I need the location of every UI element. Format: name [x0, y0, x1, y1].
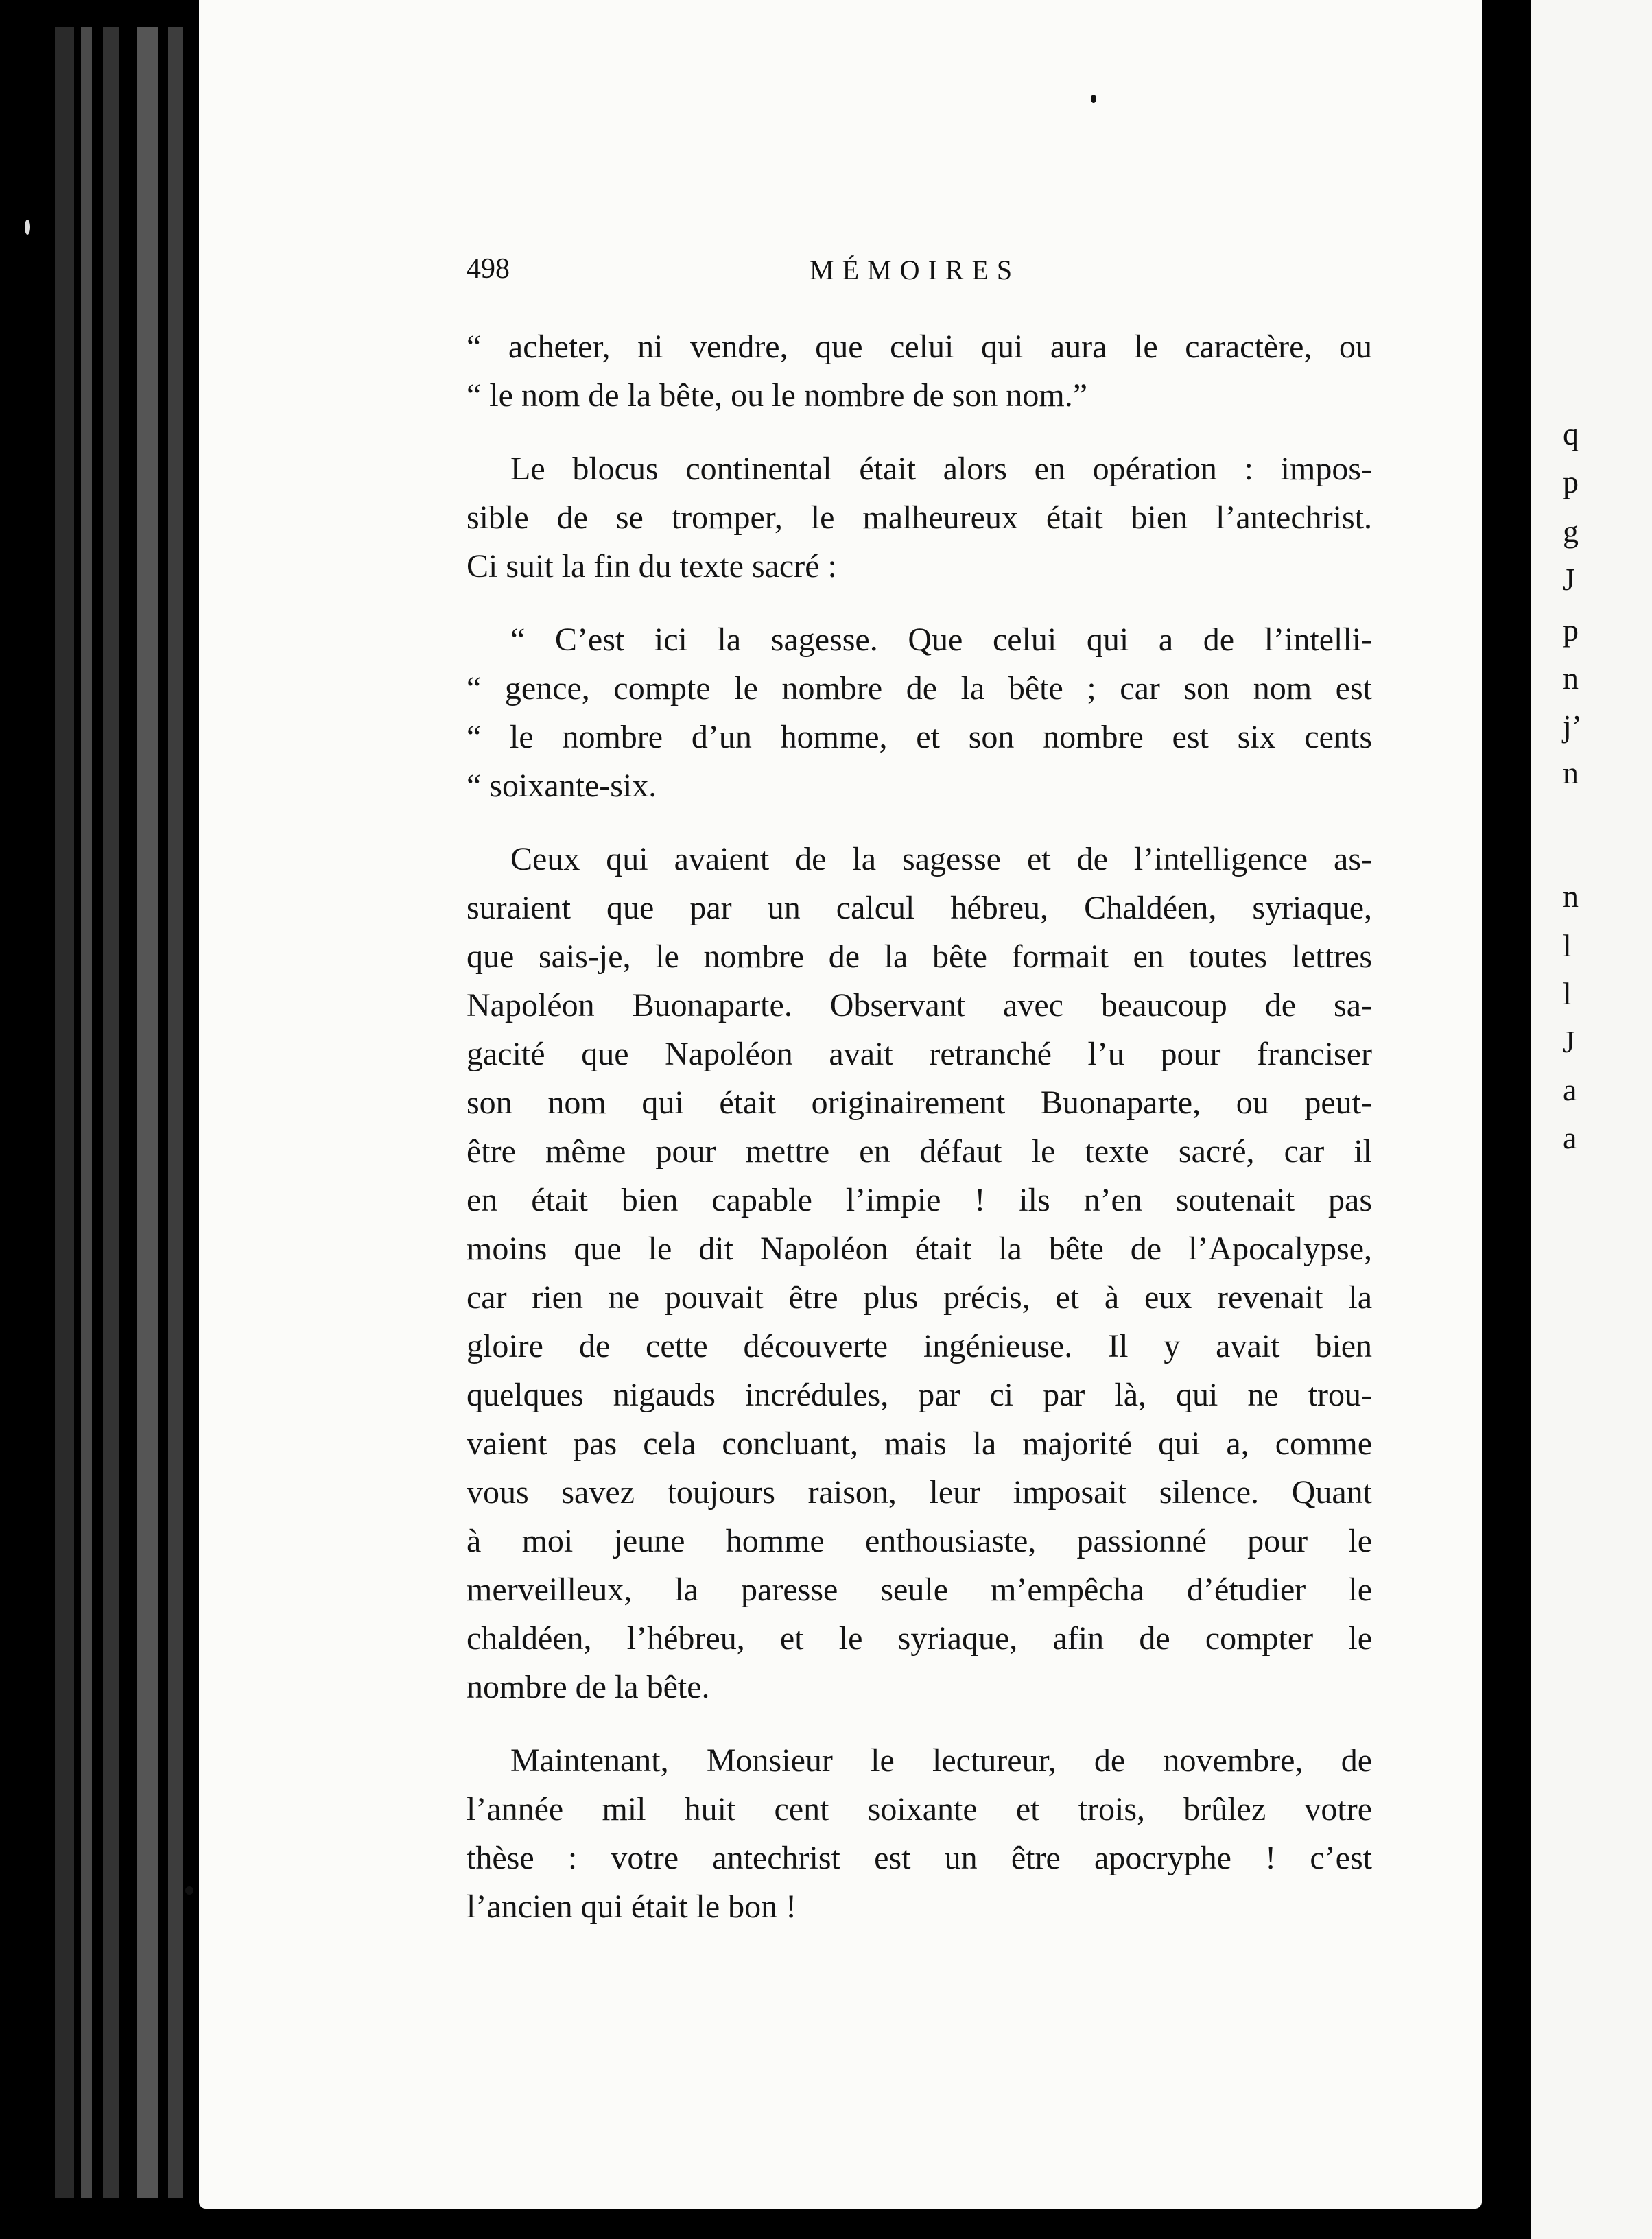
page-edge — [55, 27, 74, 2198]
text-line: que sais-je, le nombre de la bête formait en toutes lettres — [467, 938, 1372, 975]
text-line: suraient que par un calcul hébreu, Chaldéen, syriaque, — [467, 890, 1372, 926]
text-line: thèse : votre antechrist est un être apocryphe ! c’est — [467, 1840, 1372, 1876]
text-line: Ci suit la fin du texte sacré : — [467, 548, 837, 584]
scan-speck — [185, 1886, 193, 1895]
text-line: vous savez toujours raison, leur imposait silence. Quant — [467, 1474, 1372, 1511]
text-line: nombre de la bête. — [467, 1669, 710, 1705]
text-line: son nom qui était originairement Buonaparte, ou peut- — [467, 1085, 1372, 1121]
page-edge — [137, 27, 158, 2198]
text-line: Le blocus continental était alors en opération : impos- — [510, 451, 1372, 487]
facing-page-letter: p — [1563, 613, 1579, 648]
facing-page-letter: n — [1563, 661, 1579, 696]
facing-page-letter: l — [1563, 928, 1572, 963]
text-line: “ gence, compte le nombre de la bête ; car son nom est — [467, 670, 1372, 707]
facing-page-letter: p — [1563, 464, 1579, 499]
text-line: sible de se tromper, le malheureux était bien l’antechrist. — [467, 499, 1372, 536]
text-line: “ acheter, ni vendre, que celui qui aura le caractère, ou — [467, 329, 1372, 365]
text-line: car rien ne pouvait être plus précis, et à eux revenait la — [467, 1279, 1372, 1316]
text-line: “ C’est ici la sagesse. Que celui qui a de l’intelli- — [510, 621, 1372, 658]
page-edge — [103, 27, 119, 2198]
facing-page-letter: l — [1563, 976, 1572, 1011]
facing-page-letter: g — [1563, 514, 1579, 549]
facing-page-fragment — [1531, 0, 1652, 2239]
text-line: Ceux qui avaient de la sagesse et de l’intelligence as- — [510, 841, 1372, 877]
facing-page-letter: a — [1563, 1120, 1577, 1155]
text-line: merveilleux, la paresse seule m’empêcha d’étudier le — [467, 1572, 1372, 1608]
page-number: 498 — [467, 253, 510, 285]
page-body — [467, 322, 1372, 1931]
text-line: l’année mil huit cent soixante et trois, brûlez votre — [467, 1791, 1372, 1827]
text-line: Maintenant, Monsieur le lectureur, de novembre, de — [510, 1742, 1372, 1779]
facing-page-letter: n — [1563, 879, 1579, 914]
page-edge — [168, 27, 183, 2198]
facing-page-letter: q — [1563, 416, 1579, 451]
page-header — [467, 252, 1389, 294]
text-line: gacité que Napoléon avait retranché l’u pour franciser — [467, 1036, 1372, 1072]
text-line: “ le nom de la bête, ou le nombre de son nom.” — [467, 377, 1088, 414]
facing-page-letter: n — [1563, 755, 1579, 790]
text-line: être même pour mettre en défaut le texte sacré, car il — [467, 1133, 1372, 1170]
scan-speck — [1091, 95, 1096, 103]
running-head: MÉMOIRES — [810, 254, 1021, 285]
facing-page-letter: J — [1563, 562, 1575, 597]
text-line: chaldéen, l’hébreu, et le syriaque, afin de compter le — [467, 1620, 1372, 1657]
text-line: l’ancien qui était le bon ! — [467, 1888, 797, 1925]
page-edge — [81, 27, 92, 2198]
facing-page-letter: a — [1563, 1072, 1577, 1107]
text-line: gloire de cette découverte ingénieuse. Il y avait bien — [467, 1328, 1372, 1364]
text-line: moins que le dit Napoléon était la bête de l’Apocalypse, — [467, 1231, 1372, 1267]
text-line: en était bien capable l’impie ! ils n’en soutenait pas — [467, 1182, 1372, 1218]
text-line: Napoléon Buonaparte. Observant avec beaucoup de sa- — [467, 987, 1372, 1023]
text-line: quelques nigauds incrédules, par ci par là, qui ne trou- — [467, 1377, 1372, 1413]
facing-page-letter: j’ — [1563, 709, 1583, 744]
text-line: “ soixante-six. — [467, 768, 657, 804]
scan-speck — [25, 220, 30, 235]
facing-page-letter: J — [1563, 1024, 1575, 1059]
text-line: “ le nombre d’un homme, et son nombre est six cents — [467, 719, 1372, 755]
text-line: vaient pas cela concluant, mais la majorité qui a, comme — [467, 1425, 1372, 1462]
text-line: à moi jeune homme enthousiaste, passionné pour le — [467, 1523, 1372, 1559]
